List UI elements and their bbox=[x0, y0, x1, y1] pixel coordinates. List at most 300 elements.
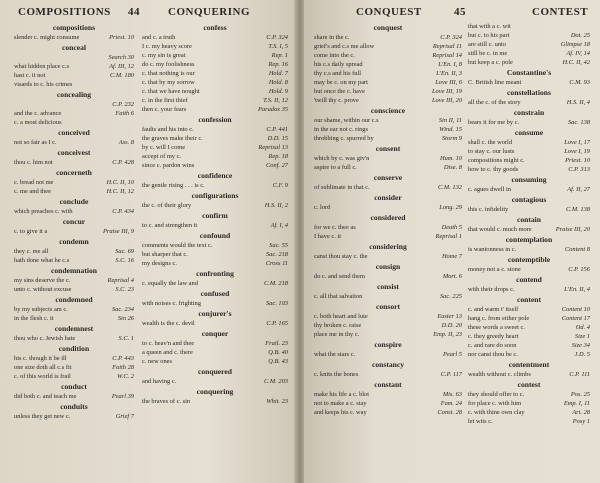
index-entry bbox=[142, 134, 288, 143]
entry-reference: Glimpse 18 bbox=[560, 41, 590, 48]
entry-line: they should offer to c. bbox=[468, 391, 525, 398]
index-keyword: concerneth bbox=[56, 168, 92, 177]
index-keyword: consume bbox=[514, 128, 544, 137]
entry-line: nor canst thou be c. bbox=[468, 351, 518, 358]
index-entry bbox=[14, 247, 134, 256]
index-entry bbox=[14, 53, 134, 62]
entry-reference: Size 34 bbox=[571, 342, 590, 349]
entry-line: thy broken c. raise bbox=[314, 322, 362, 329]
entry-reference: C.M. 132 bbox=[438, 184, 462, 191]
index-keyword: considering bbox=[369, 242, 407, 251]
index-keyword: configurations bbox=[191, 191, 239, 200]
entry-reference: C.M. 218 bbox=[264, 280, 288, 287]
index-keyword: constrain bbox=[513, 108, 545, 117]
index-entry bbox=[468, 22, 590, 31]
index-entry bbox=[314, 321, 462, 330]
entry-reference: Hum. 10 bbox=[439, 155, 462, 162]
index-entry bbox=[14, 207, 134, 216]
entry-reference: Whit. 23 bbox=[266, 398, 288, 405]
index-entry bbox=[14, 62, 134, 71]
index-entry bbox=[142, 96, 288, 105]
entry-line: canst thou stay c. the bbox=[314, 253, 368, 260]
entry-line: c. that by my sorrow bbox=[142, 79, 195, 86]
entry-reference: Const. 28 bbox=[437, 409, 462, 416]
entry-reference: Search 30 bbox=[108, 54, 134, 61]
entry-reference: C.P. 111 bbox=[569, 371, 590, 378]
entry-line: c. and warm t' itself bbox=[468, 306, 519, 313]
entry-line: thou c. him not bbox=[14, 159, 53, 166]
index-entry bbox=[468, 31, 590, 40]
index-entry bbox=[314, 51, 462, 60]
index-entry bbox=[468, 147, 590, 156]
entry-reference: Hold. 9 bbox=[268, 88, 288, 95]
entry-reference: Love I, 19 bbox=[564, 148, 590, 155]
entry-reference: Cross 11 bbox=[265, 260, 288, 267]
entry-reference: L'En. II, 4 bbox=[564, 286, 590, 293]
entry-line: to stay c. our lusts bbox=[468, 148, 515, 155]
index-entry bbox=[468, 58, 590, 67]
entry-line: my designs c. bbox=[142, 260, 177, 267]
entry-line: wealth is the c. devil bbox=[142, 320, 195, 327]
index-keyword: constancy bbox=[371, 360, 405, 369]
index-keyword: concealing bbox=[56, 90, 92, 99]
index-keyword: contemplation bbox=[505, 235, 553, 244]
entry-line: the graves make their c. bbox=[142, 135, 203, 142]
entry-line: c. they greedy heart bbox=[468, 333, 519, 340]
entry-line: do c. and send them bbox=[314, 273, 365, 280]
index-entry bbox=[468, 185, 590, 194]
entry-line: c. both heart and lute bbox=[314, 313, 368, 320]
entry-reference: Love III, 20 bbox=[432, 97, 462, 104]
entry-line: to c. heav'n and thee bbox=[142, 340, 195, 347]
index-entry bbox=[468, 408, 590, 417]
entry-line: not so fair as I c. bbox=[14, 139, 57, 146]
index-entry bbox=[314, 223, 462, 232]
entry-line: since c. pardon wins bbox=[142, 162, 195, 169]
index-keyword: conduct bbox=[61, 382, 87, 391]
index-entry bbox=[142, 125, 288, 134]
index-keyword: condemnation bbox=[51, 266, 97, 275]
index-entry bbox=[468, 49, 590, 58]
right-header-right: CONTEST bbox=[532, 6, 589, 18]
entry-line: what hidden place c.s bbox=[14, 63, 70, 70]
entry-line: visards to c. his crimes bbox=[14, 81, 73, 88]
entry-line: c. in the first thief bbox=[142, 97, 188, 104]
index-entry bbox=[468, 165, 590, 174]
index-keyword: conceal bbox=[61, 43, 87, 52]
entry-line: not to make a c. stay bbox=[314, 400, 367, 407]
index-entry bbox=[468, 285, 590, 294]
index-entry bbox=[14, 227, 134, 236]
right-column-2 bbox=[468, 22, 590, 426]
entry-reference: Dot. 25 bbox=[570, 32, 590, 39]
entry-reference: H.S. II, 2 bbox=[264, 202, 288, 209]
entry-line: c. to give it a bbox=[14, 228, 48, 235]
index-entry bbox=[14, 305, 134, 314]
entry-reference: H.C. II, 12 bbox=[106, 188, 134, 195]
entry-reference: Content 8 bbox=[564, 246, 590, 253]
index-keyword: constant bbox=[374, 380, 402, 389]
index-entry bbox=[314, 370, 462, 379]
index-keyword: confess bbox=[203, 23, 227, 32]
entry-reference: Reprisal 14 bbox=[432, 52, 462, 59]
index-entry bbox=[314, 163, 462, 172]
index-keyword: consent bbox=[375, 144, 401, 153]
index-entry bbox=[14, 372, 134, 381]
left-page-number: 44 bbox=[128, 6, 140, 18]
entry-reference: W.C. 2 bbox=[117, 373, 134, 380]
index-entry bbox=[142, 250, 288, 259]
entry-line: his c. though it be ill bbox=[14, 355, 67, 362]
index-entry bbox=[142, 259, 288, 268]
index-entry bbox=[314, 252, 462, 261]
entry-line: c. me and thee bbox=[14, 188, 51, 195]
index-entry bbox=[142, 161, 288, 170]
entry-line: how to c. thy goods bbox=[468, 166, 519, 173]
index-entry bbox=[14, 412, 134, 421]
index-entry bbox=[14, 178, 134, 187]
index-entry bbox=[468, 323, 590, 332]
entry-reference: Q.B. 40 bbox=[268, 349, 288, 356]
index-entry bbox=[468, 78, 590, 87]
entry-line: c. my sin is great bbox=[142, 52, 186, 59]
index-entry bbox=[468, 156, 590, 165]
entry-line: our shame, within our c.s bbox=[314, 117, 379, 124]
entry-reference: Sac. 55 bbox=[269, 242, 288, 249]
index-entry bbox=[468, 40, 590, 49]
entry-line: hang c. from either pole bbox=[468, 315, 530, 322]
index-keyword: consider bbox=[374, 193, 402, 202]
index-entry bbox=[142, 201, 288, 210]
index-entry bbox=[142, 377, 288, 386]
index-entry bbox=[142, 181, 288, 190]
entry-reference: T.S. II, 12 bbox=[263, 97, 288, 104]
index-entry bbox=[468, 265, 590, 274]
index-entry bbox=[142, 241, 288, 250]
index-keyword: condition bbox=[58, 344, 90, 353]
index-entry bbox=[314, 116, 462, 125]
index-entry bbox=[314, 350, 462, 359]
entry-reference: Home 7 bbox=[441, 253, 462, 260]
entry-line: the gentle rising . . . is c. bbox=[142, 182, 205, 189]
entry-line: which by c. was giv'n bbox=[314, 155, 370, 162]
entry-reference: C.M. 138 bbox=[566, 206, 590, 213]
entry-line: what the stars c. bbox=[314, 351, 356, 358]
index-entry bbox=[468, 138, 590, 147]
entry-reference: C.P. 443 bbox=[112, 355, 134, 362]
index-keyword: consist bbox=[377, 282, 399, 291]
left-page bbox=[0, 0, 296, 483]
entry-line: c. a most delicious bbox=[14, 119, 62, 126]
index-entry bbox=[142, 221, 288, 230]
entry-reference: C.P. 324 bbox=[266, 34, 288, 41]
index-entry bbox=[14, 187, 134, 196]
index-entry bbox=[14, 33, 134, 42]
entry-line: c. with thine own clay bbox=[468, 409, 525, 416]
index-entry bbox=[314, 33, 462, 42]
index-entry bbox=[314, 399, 462, 408]
index-entry bbox=[468, 314, 590, 323]
entry-reference: Praise III, 20 bbox=[555, 226, 590, 233]
entry-line: c. new ones bbox=[142, 358, 172, 365]
entry-reference: Reprisal 4 bbox=[107, 277, 134, 284]
index-keyword: conduits bbox=[60, 402, 88, 411]
entry-reference: Fam. 24 bbox=[440, 400, 462, 407]
entry-line: but sharper that c. bbox=[142, 251, 188, 258]
index-entry bbox=[468, 417, 590, 426]
entry-reference: C.M. 180 bbox=[110, 72, 134, 79]
index-entry bbox=[468, 332, 590, 341]
entry-reference: Rep. 1 bbox=[271, 52, 288, 59]
entry-line: with noises c. frighting bbox=[142, 300, 201, 307]
entry-line: to c. and strengthen it bbox=[142, 222, 198, 229]
entry-reference: Af. IV, 14 bbox=[566, 50, 590, 57]
index-entry bbox=[14, 314, 134, 323]
index-keyword: condemnest bbox=[54, 324, 94, 333]
index-entry bbox=[14, 71, 134, 80]
entry-line: I have c. it bbox=[314, 233, 341, 240]
entry-reference: C.P. 117 bbox=[440, 371, 462, 378]
index-keyword: consort bbox=[375, 302, 401, 311]
entry-line: is wantonness in c. bbox=[468, 246, 517, 253]
entry-line: c. of this world is frail bbox=[14, 373, 71, 380]
index-entry bbox=[314, 183, 462, 192]
entry-line: share in the c. bbox=[314, 34, 350, 41]
entry-reference: C.P. 156 bbox=[568, 266, 590, 273]
entry-line: that with a c. wit bbox=[468, 23, 511, 30]
entry-reference: Reprisal 11 bbox=[432, 43, 462, 50]
index-entry bbox=[314, 272, 462, 281]
entry-reference: Hold. 8 bbox=[268, 79, 288, 86]
entry-line: my sins deserve the c. bbox=[14, 277, 71, 284]
entry-reference: Rep. 18 bbox=[268, 153, 288, 160]
index-keyword: confession bbox=[198, 115, 232, 124]
index-keyword: conserve bbox=[373, 173, 403, 182]
entry-line: of sublimate in that c. bbox=[314, 184, 370, 191]
index-entry bbox=[14, 80, 134, 89]
index-keyword: conquer bbox=[201, 329, 229, 338]
entry-reference: Mis. 63 bbox=[442, 391, 462, 398]
entry-reference: H.C. II, 42 bbox=[562, 59, 590, 66]
entry-reference: Hold. 7 bbox=[268, 70, 288, 77]
index-entry bbox=[314, 390, 462, 399]
entry-reference: C.M. 203 bbox=[264, 378, 288, 385]
left-column-1 bbox=[14, 22, 134, 421]
entry-reference: Love III, 6 bbox=[435, 79, 462, 86]
entry-line: they c. me all bbox=[14, 248, 49, 255]
entry-line: the c. of their glory bbox=[142, 202, 192, 209]
entry-line: wealth without c. climbs bbox=[468, 371, 531, 378]
entry-line: these words a sweet c. bbox=[468, 324, 525, 331]
index-keyword: conspire bbox=[374, 340, 402, 349]
entry-reference: Sac. 225 bbox=[439, 293, 462, 300]
index-keyword: condemned bbox=[55, 295, 93, 304]
entry-reference: Sac. 218 bbox=[265, 251, 288, 258]
entry-reference: Posy 1 bbox=[572, 418, 590, 425]
entry-reference: Rep. 16 bbox=[268, 61, 288, 68]
entry-reference: T.S. I, 5 bbox=[268, 43, 288, 50]
entry-line: aspire to a full c. bbox=[314, 164, 357, 171]
entry-line: and c. a truth bbox=[142, 34, 176, 41]
index-entry bbox=[314, 134, 462, 143]
entry-line: let wits c. bbox=[468, 418, 493, 425]
index-entry bbox=[314, 87, 462, 96]
index-entry bbox=[314, 203, 462, 212]
entry-reference: S.C. 1 bbox=[118, 335, 134, 342]
entry-reference: Mort. 6 bbox=[442, 273, 462, 280]
index-entry bbox=[142, 33, 288, 42]
index-keyword: contain bbox=[516, 215, 542, 224]
index-keyword: concur bbox=[62, 217, 86, 226]
entry-reference: Easter 13 bbox=[437, 313, 462, 320]
entry-reference: Praise III, 9 bbox=[102, 228, 134, 235]
index-entry bbox=[142, 299, 288, 308]
entry-line: then c. your fears bbox=[142, 106, 187, 113]
entry-line: the braves of c. sin bbox=[142, 398, 191, 405]
entry-reference: C.F. 9 bbox=[272, 182, 288, 189]
entry-reference: Priest. 10 bbox=[109, 34, 134, 41]
entry-line: and the c. advance bbox=[14, 110, 62, 117]
index-entry bbox=[314, 60, 462, 69]
entry-line: with their drops c. bbox=[468, 286, 515, 293]
index-entry bbox=[468, 245, 590, 254]
index-keyword: Constantine's bbox=[506, 68, 552, 77]
entry-line: c. lord bbox=[314, 204, 331, 211]
index-keyword: compositions bbox=[52, 23, 96, 32]
entry-line: place me in thy c. bbox=[314, 331, 360, 338]
entry-reference: Q.B. 43 bbox=[268, 358, 288, 365]
index-keyword: confirm bbox=[202, 211, 228, 220]
index-entry bbox=[14, 363, 134, 372]
entry-reference: Pearl 39 bbox=[111, 393, 134, 400]
entry-line: I c. my heavy score bbox=[142, 43, 192, 50]
index-entry bbox=[14, 334, 134, 343]
entry-reference: Emp. II, 23 bbox=[433, 331, 462, 338]
index-entry bbox=[142, 143, 288, 152]
entry-line: bears it for me by c. bbox=[468, 119, 520, 126]
index-entry bbox=[468, 98, 590, 107]
entry-line: this c. infidelity bbox=[468, 206, 509, 213]
entry-reference: H.C. II, 10 bbox=[106, 179, 134, 186]
entry-reference: Pearl 5 bbox=[443, 351, 462, 358]
entry-line: c. and rare do soon bbox=[468, 342, 517, 349]
right-page-number: 45 bbox=[454, 6, 466, 18]
entry-line: one size doth all c.s fit bbox=[14, 364, 72, 371]
index-entry bbox=[142, 348, 288, 357]
index-entry bbox=[314, 125, 462, 134]
index-entry bbox=[142, 42, 288, 51]
entry-reference: Af. I, 4 bbox=[270, 222, 288, 229]
index-entry bbox=[468, 370, 590, 379]
index-entry bbox=[468, 390, 590, 399]
entry-line: come into the c. bbox=[314, 52, 355, 59]
index-entry bbox=[468, 305, 590, 314]
entry-line: may be c. on my part bbox=[314, 79, 368, 86]
entry-line: 'twill thy c. prove bbox=[314, 97, 359, 104]
left-header-left: COMPOSITIONS bbox=[18, 6, 111, 18]
entry-reference: C.P. 232 bbox=[112, 101, 134, 108]
entry-reference: Grief 7 bbox=[115, 413, 134, 420]
entry-reference: C.P. 441 bbox=[266, 126, 288, 133]
entry-reference: Content 10 bbox=[561, 306, 590, 313]
entry-reference: C.P. 313 bbox=[568, 166, 590, 173]
right-column-1 bbox=[314, 22, 462, 417]
index-entry bbox=[314, 96, 462, 105]
entry-line: a queen and c. there bbox=[142, 349, 193, 356]
entry-reference: Content 17 bbox=[561, 315, 590, 322]
index-keyword: confronting bbox=[196, 269, 234, 278]
entry-line: for place c. with him bbox=[468, 400, 522, 407]
index-keyword: conclude bbox=[59, 197, 89, 206]
entry-reference: Sac. 234 bbox=[111, 306, 134, 313]
index-entry bbox=[14, 158, 134, 167]
entry-reference: L'En. I, 8 bbox=[438, 61, 462, 68]
entry-reference: C.P. 434 bbox=[112, 208, 134, 215]
entry-reference: Pos. 25 bbox=[570, 391, 590, 398]
index-keyword: content bbox=[516, 295, 542, 304]
entry-line: comments would the text c. bbox=[142, 242, 213, 249]
index-entry bbox=[468, 399, 590, 408]
entry-reference: C.P. 324 bbox=[440, 34, 462, 41]
entry-reference: Long. 29 bbox=[439, 204, 462, 211]
entry-line: for we c. thee as bbox=[314, 224, 356, 231]
index-entry bbox=[14, 354, 134, 363]
index-keyword: consuming bbox=[511, 175, 547, 184]
entry-line: unless they get new c. bbox=[14, 413, 71, 420]
entry-line: by c. will I come bbox=[142, 144, 186, 151]
entry-line: c. equally the law and bbox=[142, 280, 198, 287]
entry-line: c. all that salvation bbox=[314, 293, 363, 300]
index-entry bbox=[314, 78, 462, 87]
entry-reference: J.D. 5 bbox=[574, 351, 590, 358]
index-entry bbox=[142, 357, 288, 366]
index-entry bbox=[314, 408, 462, 417]
index-keyword: contest bbox=[517, 380, 541, 389]
entry-line: but keep a c. pole bbox=[468, 59, 513, 66]
index-entry bbox=[142, 397, 288, 406]
entry-line: hath done what he c.s bbox=[14, 257, 70, 264]
entry-line: and keeps his c. way bbox=[314, 409, 367, 416]
index-entry bbox=[468, 205, 590, 214]
index-keyword: conquering bbox=[196, 387, 234, 396]
index-entry bbox=[142, 69, 288, 78]
index-entry bbox=[142, 105, 288, 114]
entry-reference: C.P. 165 bbox=[266, 320, 288, 327]
entry-reference: D.D. 15 bbox=[267, 135, 288, 142]
entry-line: do c. my foolishness bbox=[142, 61, 195, 68]
entry-reference: Sin 26 bbox=[117, 315, 134, 322]
right-page bbox=[304, 0, 600, 483]
index-entry bbox=[14, 276, 134, 285]
entry-reference: Faith 28 bbox=[112, 364, 134, 371]
entry-line: c. that nothing is our bbox=[142, 70, 195, 77]
entry-line: but c. to his part bbox=[468, 32, 510, 39]
index-entry bbox=[314, 154, 462, 163]
index-keyword: conjurer's bbox=[198, 309, 232, 318]
entry-reference: Af. II, 27 bbox=[567, 186, 590, 193]
entry-line: c. that we have nought bbox=[142, 88, 200, 95]
entry-line: that would c. much more bbox=[468, 226, 532, 233]
index-entry bbox=[314, 232, 462, 241]
index-keyword: confidence bbox=[197, 171, 233, 180]
entry-line: grief's and c.s me allow bbox=[314, 43, 375, 50]
entry-reference: Sac. 138 bbox=[567, 119, 590, 126]
index-entry bbox=[14, 392, 134, 401]
entry-reference: Reprisal 13 bbox=[258, 144, 288, 151]
entry-reference: S.C. 23 bbox=[115, 286, 134, 293]
index-keyword: constellations bbox=[507, 88, 551, 97]
entry-line: which preaches c. with bbox=[14, 208, 73, 215]
